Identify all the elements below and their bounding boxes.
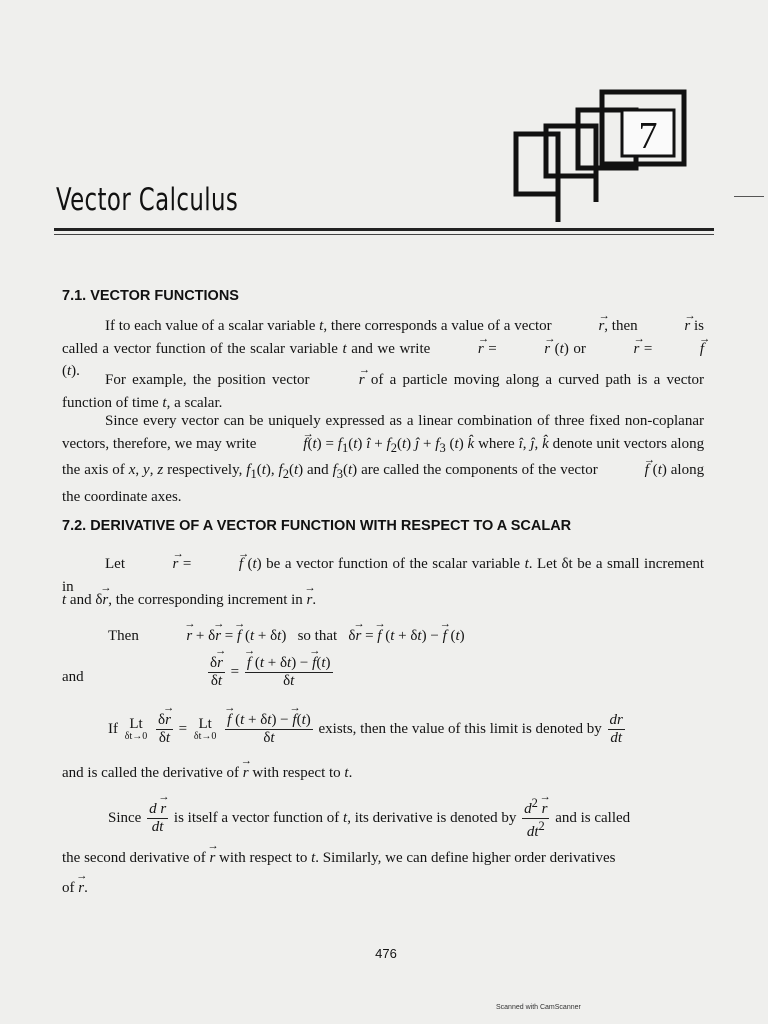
text-run: , a scalar. xyxy=(166,394,223,411)
text-run: , then xyxy=(604,318,638,334)
and-label: and xyxy=(62,669,84,685)
text-run: where xyxy=(478,435,515,452)
chapter-title: Vector Calculus xyxy=(56,182,239,218)
chapter-number-badge xyxy=(508,82,688,232)
lt-label: Lt xyxy=(129,716,143,732)
text-run: and is called the derivative of xyxy=(62,765,240,781)
lt-label: Lt xyxy=(198,716,212,732)
line-second-derivative: the second derivative of → r with respect to t. Similarly, we can define higher order derivatives xyxy=(62,850,615,867)
text-run: is called a vector function of the scalar variable xyxy=(62,318,705,357)
title-rule xyxy=(54,228,714,231)
if-label: If xyxy=(108,720,118,737)
text-run: , its derivative is denoted by xyxy=(347,809,517,826)
line-second-derivative-intro: Since $\frac{d \to r}{dt}$ is itself a vector function of t, its derivative is denoted by $\frac{d^2 \to r}{dt^2}$ and is called xyxy=(108,796,630,841)
text-run: Since xyxy=(108,809,142,826)
text-run: For example, the position vector xyxy=(105,372,310,388)
text-run: and δ xyxy=(69,592,103,608)
line-derivative-definition: and is called the derivative of → r with respect to t. xyxy=(62,765,352,782)
paragraph-let-increment: Let → r = → f (t) be a vector function of the scalar variable t. Let δt be a small increment in xyxy=(62,553,704,598)
text-run: and is called xyxy=(555,809,631,826)
limit-subscript: δt→0 xyxy=(124,731,148,742)
text-run: and we write xyxy=(351,340,431,357)
line-increment: t and δ→ r, the corresponding increment in → r. xyxy=(62,592,316,609)
text-run: of a particle moving along a curved path is a vector function of time xyxy=(62,372,705,411)
text-run: is itself a vector function of xyxy=(173,809,340,826)
limit-subscript: δt→0 xyxy=(193,731,217,742)
text-run: Let xyxy=(105,556,125,572)
line-of-r: of → r. xyxy=(62,880,88,897)
section-heading-7-2: 7.2. DERIVATIVE OF A VECTOR FUNCTION WITH RESPECT TO A SCALAR xyxy=(62,518,572,534)
section-heading-7-1: 7.1. VECTOR FUNCTIONS xyxy=(62,288,239,304)
text-run: of xyxy=(62,880,75,896)
text-run: so that xyxy=(297,628,338,644)
page-number: 476 xyxy=(375,946,397,961)
text-run: along the coordinate axes. xyxy=(62,462,705,505)
text-run: , the corresponding increment in xyxy=(108,592,303,608)
text-run: respectively, xyxy=(167,462,243,478)
paragraph-vector-function-definition: If to each value of a scalar variable t, there corresponds a value of a vector → r, then → r is called a vector function of the scalar variable t and we write → r = → r (t) or → r = → f (t). xyxy=(62,315,704,383)
text-run: with respect to xyxy=(219,850,308,866)
text-run: be a vector function of the scalar variable xyxy=(266,556,521,572)
scanner-watermark: Scanned with CamScanner xyxy=(496,1004,581,1011)
text-run: are called the components of the vector xyxy=(361,462,598,478)
title-rule-thin xyxy=(54,234,714,235)
paragraph-position-vector-example: For example, the position vector → r of a particle moving along a curved path is a vector function of time t, a scalar. xyxy=(62,369,704,414)
equation-limit: If Lt δt→0 $\frac{\delta\to r}{\delta t}$ = Lt δt→0 → $\frac{f (t + \delta t) - \to f(t)}{\delta t}$ exists, then the value of this limit is denoted by $\frac{dr}{dt}$ xyxy=(108,712,627,747)
chapter-number: 7 xyxy=(638,115,658,157)
edge-mark xyxy=(734,196,764,197)
then-label: Then xyxy=(108,628,139,644)
equation-difference-quotient: $\frac{\delta\to r}{\delta t}$ = → $\frac{f (t + \delta t) - \to f(t)}{\delta t}$ xyxy=(206,655,335,690)
paragraph-components: Since every vector can be uniquely expressed as a linear combination of three fixed non-coplanar vectors, therefore, we may write → $f(t) = f_1(t)$ î + $f_2(t)$ ĵ + $f_3$ (t) k̂ where î, ĵ, k̂ denote unit vectors along the axis of x, y, z respectively, $f_1(t)$, $f_2(t)$ and $f_3(t)$ are called the components of the vector → f (t) along the coordinate axes. xyxy=(62,410,704,508)
text-run: the second derivative of xyxy=(62,850,206,866)
text-run: denote unit vectors along the axis of xyxy=(62,435,705,478)
equation-then: Then → r + δ→ r = → f (t + δt) so that δ→ r = → f (t + δt) − → f (t) xyxy=(108,628,465,645)
text-run: exists, then the value of this limit is denoted by xyxy=(318,720,602,737)
text-run: Since every vector can be uniquely expressed as a linear combination of three fixed non-coplanar vectors, therefore, we may write xyxy=(62,413,704,452)
text-run: , there corresponds a value of a vector xyxy=(323,318,552,334)
text-run: with respect to xyxy=(252,765,341,781)
text-run: . Let δt be a small increment in xyxy=(62,556,705,595)
text-run: . Similarly, we can define higher order derivatives xyxy=(315,850,616,866)
text-run: If to each value of a scalar variable xyxy=(105,318,316,334)
